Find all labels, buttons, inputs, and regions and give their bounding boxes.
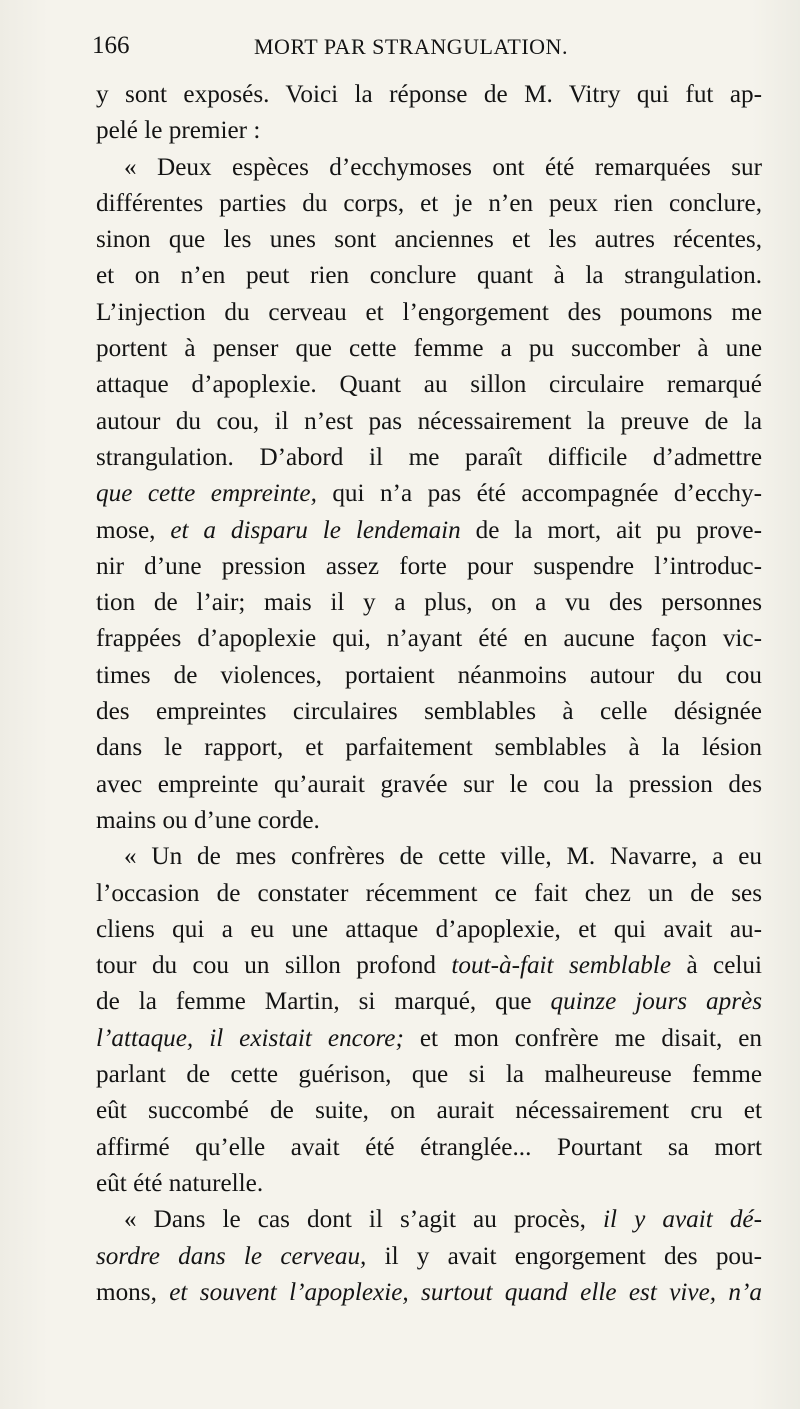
text-line: [96, 912, 762, 948]
text-line: [96, 476, 762, 512]
text-segment: l’occasion de constater récemment ce fait chez un de ses: [96, 879, 762, 907]
text-segment: portent à penser que cette femme a pu succomber à une: [96, 335, 762, 363]
text-line: [96, 839, 762, 875]
text-segment: parlant de cette guérison, que si la malheureuse femme: [96, 1061, 762, 1089]
text-segment: nir d’une pression assez forte pour suspendre l’introduc-: [96, 552, 762, 580]
text-segment: « Un de mes confrères de cette ville, M. Navarre, a eu: [124, 843, 762, 871]
italic-segment: que cette empreinte,: [96, 480, 317, 508]
text-line: [96, 1166, 762, 1202]
italic-segment: et souvent l’apoplexie, surtout quand elle est vive, n’a: [169, 1278, 762, 1306]
text-line: [96, 367, 762, 403]
text-segment: de la mort, ait pu prove-: [460, 516, 762, 544]
text-segment: des empreintes circulaires semblables à celle désignée: [96, 698, 762, 726]
text-segment: et on n’en peut rien conclure quant à la strangulation.: [96, 262, 762, 290]
text-segment: eût été naturelle.: [96, 1169, 264, 1197]
text-segment: attaque d’apoplexie. Quant au sillon circulaire remarqué: [96, 371, 762, 399]
text-line: [96, 658, 762, 694]
italic-segment: quinze jours après: [550, 988, 762, 1016]
text-segment: L’injection du cerveau et l’engorgement des poumons me: [96, 298, 762, 326]
italic-segment: sordre dans le cerveau,: [96, 1242, 367, 1270]
text-line: [96, 113, 762, 149]
text-line: [96, 404, 762, 440]
text-line: [96, 1057, 762, 1093]
running-head: MORT PAR STRANGULATION.: [254, 34, 568, 59]
text-line: [96, 767, 762, 803]
text-line: [96, 440, 762, 476]
text-segment: mons,: [96, 1278, 170, 1306]
text-line: [96, 1093, 762, 1129]
text-segment: « Deux espèces d’ecchymoses ont été remarquées sur: [124, 153, 762, 181]
text-line: [96, 295, 762, 331]
text-segment: tion de l’air; mais il y a plus, on a vu des personnes: [96, 589, 762, 617]
text-line: [96, 150, 762, 186]
page-number: 166: [92, 32, 130, 59]
text-line: [96, 1239, 762, 1275]
text-segment: strangulation. D’abord il me paraît difficile d’admettre: [96, 443, 762, 471]
text-line: [96, 1021, 762, 1057]
text-line: [96, 513, 762, 549]
text-line: [96, 803, 762, 839]
italic-segment: il y avait dé-: [603, 1206, 762, 1234]
text-segment: cliens qui a eu une attaque d’apoplexie, et qui avait au-: [96, 915, 762, 943]
text-segment: autour du cou, il n’est pas nécessairement la preuve de la: [96, 407, 762, 435]
text-line: [96, 77, 762, 113]
text-segment: pelé le premier :: [96, 117, 261, 145]
text-segment: différentes parties du corps, et je n’en peux rien conclure,: [96, 189, 762, 217]
text-line: [96, 1275, 762, 1311]
text-segment: qui n’a pas été accompagnée d’ecchy-: [316, 480, 762, 508]
text-segment: y sont exposés. Voici la réponse de M. Vitry qui fut ap-: [96, 81, 762, 108]
italic-segment: l’attaque, il existait encore;: [96, 1024, 404, 1052]
text-segment: dans le rapport, et parfaitement semblables à la lésion: [96, 734, 762, 762]
text-line: [96, 730, 762, 766]
text-line: [96, 186, 762, 222]
text-segment: times de violences, portaient néanmoins autour du cou: [96, 661, 762, 689]
text-line: [96, 984, 762, 1020]
text-line: [96, 621, 762, 657]
text-line: [96, 222, 762, 258]
text-segment: il y avait engorgement des pou-: [366, 1242, 762, 1270]
text-segment: « Dans le cas dont il s’agit au procès,: [124, 1206, 604, 1234]
body-text: [96, 77, 762, 1311]
italic-segment: tout-à-fait semblable: [451, 952, 672, 980]
text-segment: mains ou d’une corde.: [96, 806, 320, 834]
text-segment: sinon que les unes sont anciennes et les autres récentes,: [96, 226, 762, 254]
text-segment: frappées d’apoplexie qui, n’ayant été en aucune façon vic-: [96, 625, 762, 653]
text-segment: avec empreinte qu’aurait gravée sur le cou la pression des: [96, 770, 762, 798]
text-segment: tour du cou un sillon profond: [96, 952, 452, 980]
text-line: [96, 1130, 762, 1166]
text-line: [96, 948, 762, 984]
text-segment: eût succombé de suite, on aurait nécessairement cru et: [96, 1097, 762, 1125]
page-header: [92, 32, 752, 72]
text-segment: mose,: [96, 516, 171, 544]
text-line: [96, 1202, 762, 1238]
italic-segment: et a disparu le lendemain: [170, 516, 461, 544]
text-segment: à celui: [671, 952, 762, 980]
text-segment: affirmé qu’elle avait été étranglée... Pourtant sa mort: [96, 1133, 762, 1161]
text-segment: de la femme Martin, si marqué, que: [96, 988, 551, 1016]
text-line: [96, 258, 762, 294]
text-line: [96, 876, 762, 912]
text-line: [96, 331, 762, 367]
text-line: [96, 585, 762, 621]
text-segment: et mon confrère me disait, en: [403, 1024, 762, 1052]
text-line: [96, 549, 762, 585]
text-line: [96, 694, 762, 730]
